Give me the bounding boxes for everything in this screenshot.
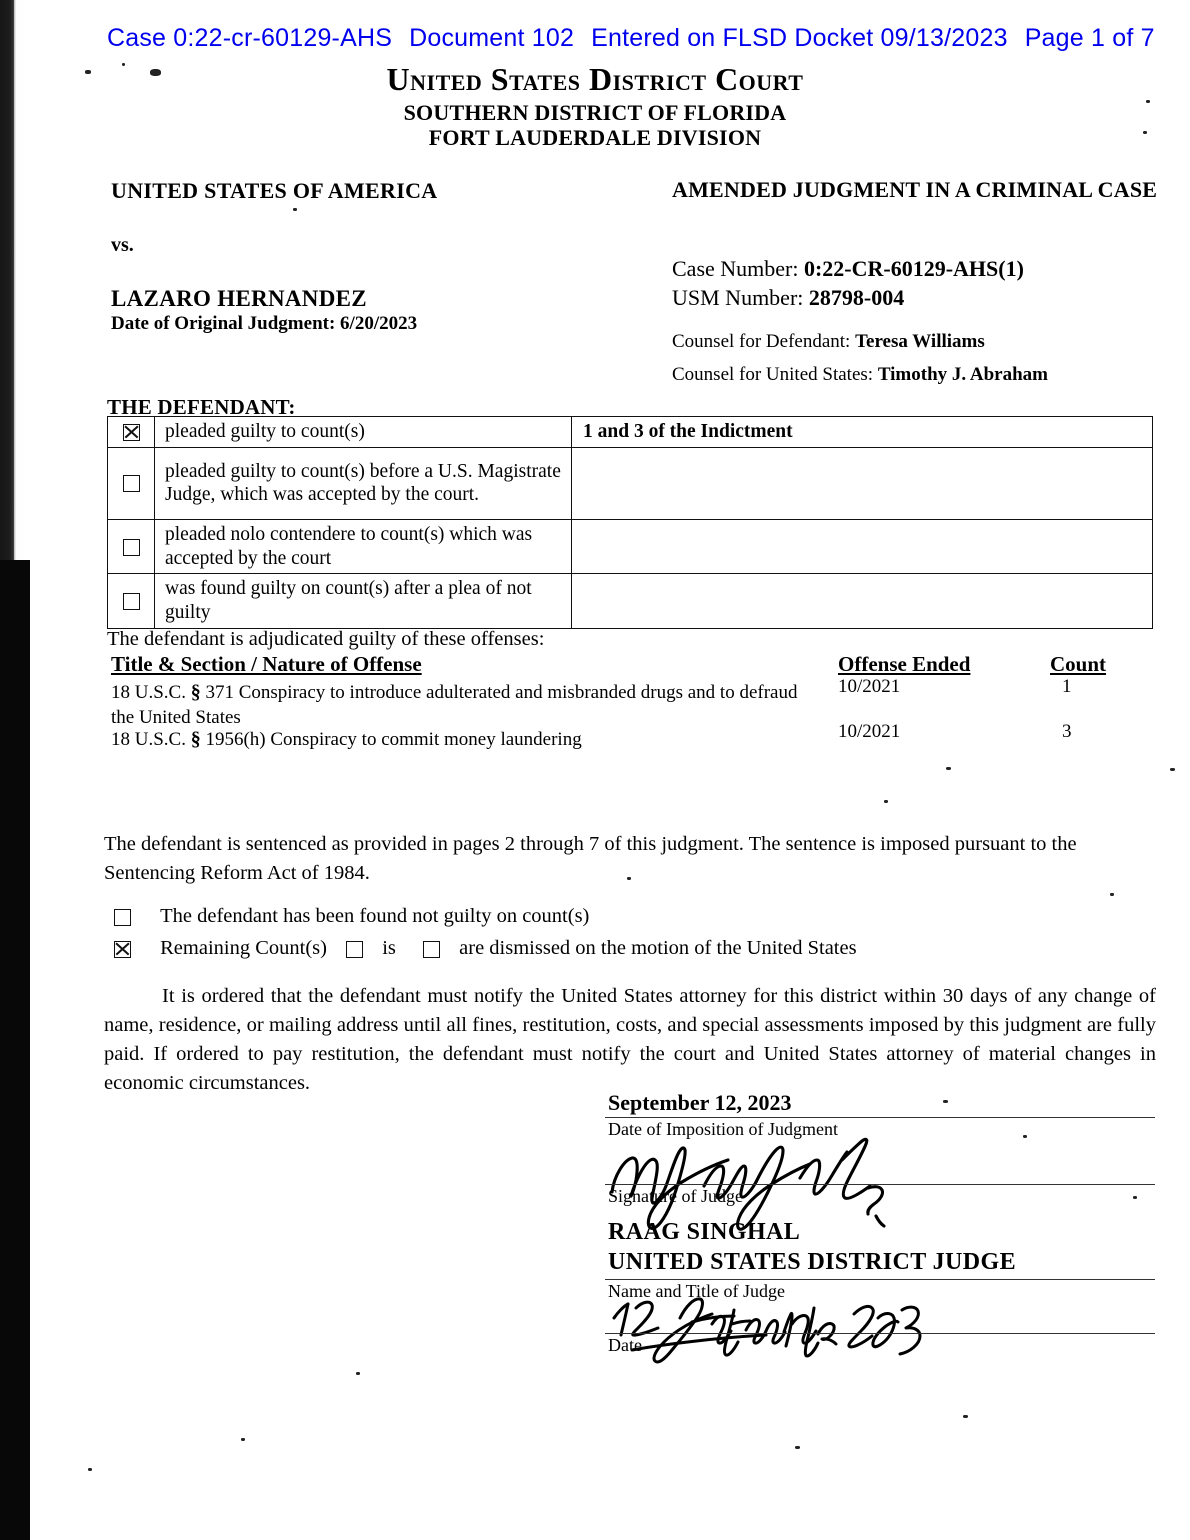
offense-statute: 18 U.S.C.	[111, 682, 186, 703]
remaining-counts-label: Remaining Count(s)	[160, 937, 327, 959]
offense-statute: 18 U.S.C.	[111, 729, 186, 750]
plea-checkbox-cell[interactable]	[108, 519, 155, 574]
sentencing-paragraph: The defendant is sentenced as provided in pages 2 through 7 of this judgment. The sentence is imposed pursuant to the Sentencing Reform Act of 1984.	[104, 833, 1077, 885]
date-caption: Date	[608, 1335, 642, 1355]
ecf-page-number: Page 1 of 7	[1024, 24, 1155, 52]
plea-value: 1 and 3 of the Indictment	[572, 417, 1153, 448]
checkbox-icon[interactable]	[346, 941, 363, 958]
ecf-docket-entry: Entered on FLSD Docket 09/13/2023	[591, 24, 1008, 52]
court-division: FORT LAUDERDALE DIVISION	[428, 125, 762, 150]
signature-line	[605, 1184, 1155, 1185]
case-number-label: Case Number:	[672, 256, 799, 281]
ecf-header-stamp	[107, 24, 1155, 53]
scan-speck	[1110, 893, 1114, 896]
not-guilty-row	[114, 905, 589, 928]
ordered-paragraph	[104, 982, 1156, 1098]
plea-value	[572, 574, 1153, 629]
scan-speck	[884, 800, 888, 803]
judge-title: UNITED STATES DISTRICT JUDGE	[608, 1249, 1016, 1275]
counsel-defendant-row	[672, 331, 985, 353]
checkbox-icon[interactable]	[114, 941, 131, 958]
case-number-value: 0:22-CR-60129-AHS(1)	[803, 256, 1024, 281]
table-row	[108, 519, 1153, 574]
checkbox-icon[interactable]	[114, 909, 131, 926]
plea-value	[572, 447, 1153, 519]
ecf-case-number: Case 0:22-cr-60129-AHS	[107, 24, 393, 52]
original-judgment-value: 6/20/2023	[340, 313, 418, 334]
original-judgment-date	[111, 313, 417, 335]
scan-speck	[1023, 1135, 1027, 1138]
court-name: United States District Court	[386, 61, 804, 97]
offense-column-header-title: Title & Section / Nature of Offense	[111, 652, 422, 676]
counsel-us-value: Timothy J. Abraham	[877, 364, 1048, 385]
section-symbol-icon: §	[190, 728, 201, 750]
counsel-us-label: Counsel for United States:	[672, 364, 874, 385]
offense-column-header-ended: Offense Ended	[838, 652, 971, 676]
scan-edge-lower	[0, 560, 30, 1540]
plea-checkbox-cell[interactable]	[108, 417, 155, 448]
original-judgment-label: Date of Original Judgment:	[111, 313, 336, 334]
plea-checkbox-cell[interactable]	[108, 574, 155, 629]
offense-count-value: 1	[1062, 676, 1072, 697]
remaining-counts-row	[114, 937, 857, 960]
imposition-date-line	[605, 1117, 1155, 1118]
scan-speck	[241, 1438, 245, 1441]
offense-description	[111, 679, 811, 730]
offense-text: 1956(h) Conspiracy to commit money laundering	[205, 729, 582, 750]
section-symbol-icon: §	[190, 681, 201, 703]
offense-description	[111, 726, 811, 752]
scan-speck	[293, 208, 297, 211]
plea-label: pleaded guilty to count(s)	[155, 417, 572, 448]
page-title: AMENDED JUDGMENT IN A CRIMINAL CASE	[672, 177, 1158, 202]
name-title-line	[605, 1279, 1155, 1280]
signature-caption: Signature of Judge	[608, 1186, 743, 1206]
table-row	[108, 447, 1153, 519]
usm-number-label: USM Number:	[672, 285, 804, 310]
offense-ended-value: 10/2021	[838, 721, 901, 742]
usm-number-row	[672, 285, 904, 311]
date-line	[605, 1333, 1155, 1334]
offense-column-header-count: Count	[1050, 652, 1107, 676]
checkbox-icon[interactable]	[123, 424, 140, 441]
is-label: is	[382, 937, 396, 959]
table-row	[108, 574, 1153, 629]
not-guilty-label: The defendant has been found not guilty on count(s)	[160, 905, 590, 927]
checkbox-icon[interactable]	[423, 941, 440, 958]
defendant-name: LAZARO HERNANDEZ	[111, 286, 367, 311]
table-row	[108, 417, 1153, 448]
versus-label: vs.	[111, 234, 134, 256]
ordered-text: It is ordered that the defendant must notify the United States attorney for this district within 30 days of any change of name, residence, or mailing address until all fines, restitution, costs, and special assessments imposed by this judgment are fully paid. If ordered to pay restitution, the defendant must notify the court and United States attorney of material changes in economic circumstances.	[104, 985, 1156, 1095]
plea-value	[572, 519, 1153, 574]
plea-label: pleaded nolo contendere to count(s) which was accepted by the court	[155, 519, 572, 574]
plaintiff-name: UNITED STATES OF AMERICA	[111, 178, 438, 203]
offense-count-value: 3	[1062, 721, 1072, 742]
case-number-row	[672, 256, 1024, 282]
scan-speck	[1133, 1196, 1137, 1199]
scan-speck	[946, 767, 951, 770]
counsel-us-row	[672, 364, 1048, 386]
judge-name: RAAG SINGHAL	[608, 1219, 801, 1245]
name-title-caption: Name and Title of Judge	[608, 1281, 785, 1301]
checkbox-icon[interactable]	[123, 593, 140, 610]
plea-checkbox-cell[interactable]	[108, 447, 155, 519]
plea-table	[107, 416, 1153, 629]
imposition-date-value: September 12, 2023	[608, 1090, 792, 1115]
imposition-date-caption: Date of Imposition of Judgment	[608, 1119, 838, 1139]
checkbox-icon[interactable]	[123, 539, 140, 556]
the-defendant-heading: THE DEFENDANT:	[107, 395, 296, 419]
scan-speck	[943, 1100, 948, 1103]
offenses-intro: The defendant is adjudicated guilty of these offenses:	[107, 628, 545, 650]
offense-text: 371 Conspiracy to introduce adulterated and misbranded drugs and to defraud the United States	[111, 682, 798, 729]
plea-label: was found guilty on count(s) after a plea of not guilty	[155, 574, 572, 629]
scan-speck	[88, 1468, 92, 1471]
checkbox-icon[interactable]	[123, 475, 140, 492]
ecf-document-number: Document 102	[409, 24, 575, 52]
counsel-defendant-value: Teresa Williams	[855, 331, 985, 352]
usm-number-value: 28798-004	[808, 285, 905, 310]
court-district: SOUTHERN DISTRICT OF FLORIDA	[403, 100, 787, 125]
scan-speck	[963, 1415, 968, 1418]
scan-speck	[1170, 768, 1175, 771]
offense-ended-value: 10/2021	[838, 676, 901, 697]
are-dismissed-label: are dismissed on the motion of the United States	[459, 937, 857, 959]
scan-speck	[356, 1372, 360, 1375]
scan-speck	[795, 1446, 800, 1449]
plea-label: pleaded guilty to count(s) before a U.S. Magistrate Judge, which was accepted by the court.	[155, 447, 572, 519]
counsel-defendant-label: Counsel for Defendant:	[672, 331, 851, 352]
